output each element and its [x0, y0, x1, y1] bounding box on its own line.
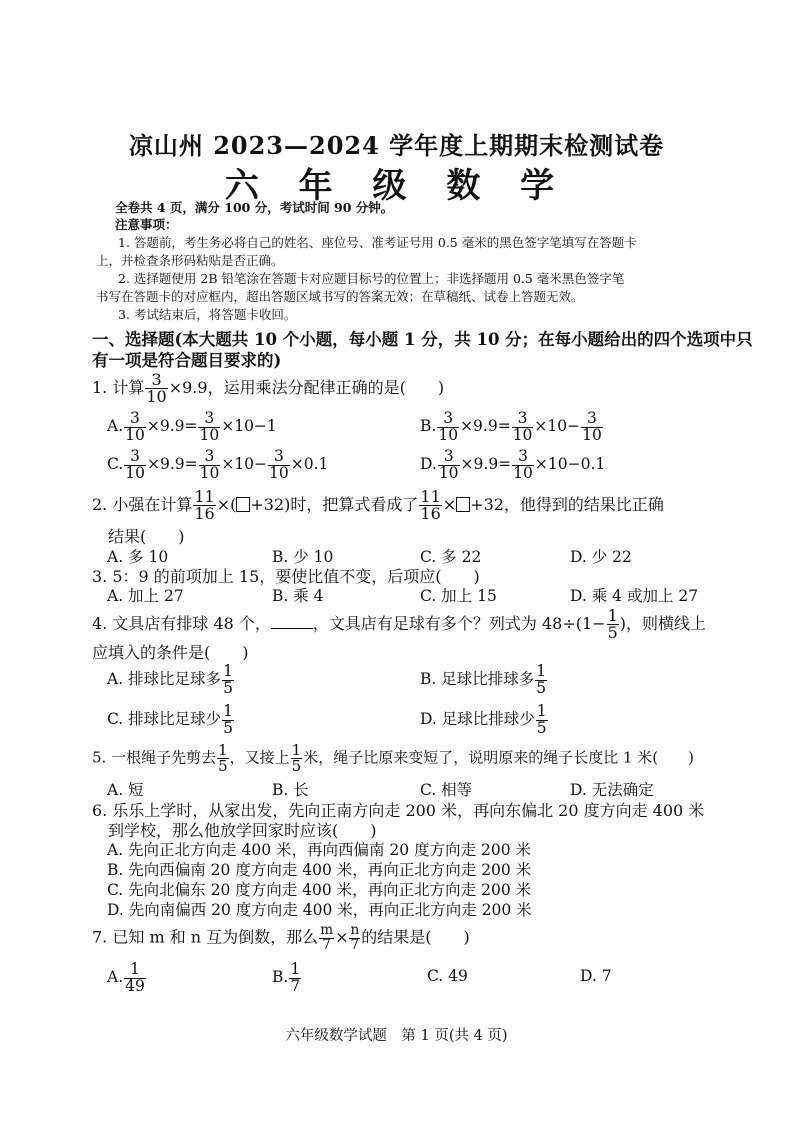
q4-option-d[interactable]: D. 足球比排球少 $\frac{1}{5}$ — [420, 702, 547, 737]
q7-option-a[interactable]: A. $\frac{1}{49}$ — [107, 960, 145, 995]
q6-option-d[interactable]: D. 先向南偏西 20 度方向走 400 米，再向正北方向走 200 米 — [107, 901, 532, 919]
q2-option-b[interactable]: B. 少 10 — [272, 548, 334, 566]
notes-heading: 注意事项： — [115, 217, 178, 232]
answer-blank — [271, 616, 313, 629]
blank-box — [456, 497, 470, 512]
q3-option-a[interactable]: A. 加上 27 — [107, 587, 184, 605]
note-2b: 书写在答题卡的对应框内，超出答题区域书写的答案无效；在草稿纸、试卷上答题无效。 — [96, 289, 584, 304]
exam-subtitle: 六 年 级 数 学 — [224, 166, 569, 206]
q3-option-c[interactable]: C. 加上 15 — [420, 587, 497, 605]
q6-option-a[interactable]: A. 先向正北方向走 400 米，再向西偏南 20 度方向走 200 米 — [107, 841, 532, 859]
q1-option-d[interactable]: D. $\frac{3}{10}$ ×9.9= $\frac{3}{10}$ ×10−0.1 — [420, 447, 606, 482]
q5-option-b[interactable]: B. 长 — [272, 781, 309, 799]
note-2a: 2. 选择题使用 2B 铅笔涂在答题卡对应题目标号的位置上；非选择题用 0.5 毫米黑色签字笔 — [118, 271, 625, 286]
q2-option-a[interactable]: A. 多 10 — [107, 548, 169, 566]
q5-option-c[interactable]: C. 相等 — [420, 781, 473, 799]
question-4: 4. 文具店有排球 48 个， ，文具店有足球有多个？列式为 48÷(1− $\frac{1}{5}$ )，则横线上 — [92, 606, 707, 642]
question-4-line2: 应填入的条件是( ) — [92, 643, 249, 662]
section-heading-line1: 一、选择题(本大题共 10 个小题，每小题 1 分，共 10 分；在每小题给出的四个选项中只 — [92, 330, 753, 349]
q6-option-c[interactable]: C. 先向北偏东 20 度方向走 400 米，再向正北方向走 200 米 — [107, 881, 532, 899]
note-3: 3. 考试结束后，将答题卡收回。 — [118, 307, 297, 322]
note-1a: 1. 答题前，考生务必将自己的姓名、座位号、准考证号用 0.5 毫米的黑色签字笔填写在答题卡 — [118, 235, 637, 250]
note-1b: 上，并检查条形码粘贴是否正确。 — [96, 253, 284, 268]
q1-option-a[interactable]: A. $\frac{3}{10}$ ×9.9= $\frac{3}{10}$ ×10−1 — [107, 409, 277, 444]
page-footer: 六年级数学试题 第 1 页(共 4 页) — [285, 1028, 508, 1044]
fraction: $\frac{3}{10}$ — [146, 370, 167, 406]
section-heading-line2: 有一项是符合题目要求的) — [92, 351, 282, 370]
q2-option-c[interactable]: C. 多 22 — [420, 548, 482, 566]
q1-option-b[interactable]: B. $\frac{3}{10}$ ×9.9= $\frac{3}{10}$ ×10− $\frac{3}{10}$ — [420, 409, 602, 444]
question-6: 6. 乐乐上学时，从家出发，先向正南方向走 200 米，再向东偏北 20 度方向走 400 米 — [92, 801, 705, 820]
exam-title: 凉山州 2023—2024 学年度上期期末检测试卷 — [128, 131, 665, 160]
question-3: 3. 5：9 的前项加上 15，要使比值不变，后项应( ) — [92, 567, 480, 586]
q5-option-d[interactable]: D. 无法确定 — [570, 781, 654, 799]
question-7: 7. 已知 m 和 n 互为倒数，那么 $\frac{m}{7}$ × $\frac{n}{7}$ 的结果是( ) — [92, 922, 470, 953]
q3-option-d[interactable]: D. 乘 4 或加上 27 — [570, 587, 699, 605]
question-1: 1. 计算 $\frac{3}{10}$ ×9.9，运用乘法分配律正确的是( ) — [92, 370, 445, 406]
q6-option-b[interactable]: B. 先向西偏南 20 度方向走 400 米，再向正北方向走 200 米 — [107, 861, 532, 879]
question-2-line2: 结果( ) — [108, 527, 185, 546]
blank-box — [236, 497, 250, 512]
q4-option-c[interactable]: C. 排球比足球少 $\frac{1}{5}$ — [107, 702, 234, 737]
q3-option-b[interactable]: B. 乘 4 — [272, 587, 324, 605]
q7-option-b[interactable]: B. $\frac{1}{7}$ — [272, 960, 301, 995]
q5-option-a[interactable]: A. 短 — [107, 781, 144, 799]
q4-option-a[interactable]: A. 排球比足球多 $\frac{1}{5}$ — [107, 662, 233, 697]
q2-option-d[interactable]: D. 少 22 — [570, 548, 632, 566]
question-2: 2. 小强在计算 $\frac{11}{16}$ ×( +32)时，把算式看成了 $\frac{11}{16}$ × +32，他得到的结果比正确 — [92, 487, 664, 523]
q1-option-c[interactable]: C. $\frac{3}{10}$ ×9.9= $\frac{3}{10}$ ×10− $\frac{3}{10}$ ×0.1 — [107, 447, 329, 482]
exam-intro: 全卷共 4 页，满分 100 分，考试时间 90 分钟。 — [115, 200, 394, 215]
question-6-line2: 到学校，那么他放学回家时应该( ) — [108, 821, 377, 840]
q7-option-d[interactable]: D. 7 — [580, 967, 612, 985]
question-5: 5. 一根绳子先剪去 $\frac{1}{5}$ ，又接上 $\frac{1}{5}$ 米，绳子比原来变短了，说明原来的绳子长度比 1 米( ) — [92, 741, 694, 775]
q7-option-c[interactable]: C. 49 — [427, 967, 468, 985]
q4-option-b[interactable]: B. 足球比排球多 $\frac{1}{5}$ — [420, 662, 547, 697]
